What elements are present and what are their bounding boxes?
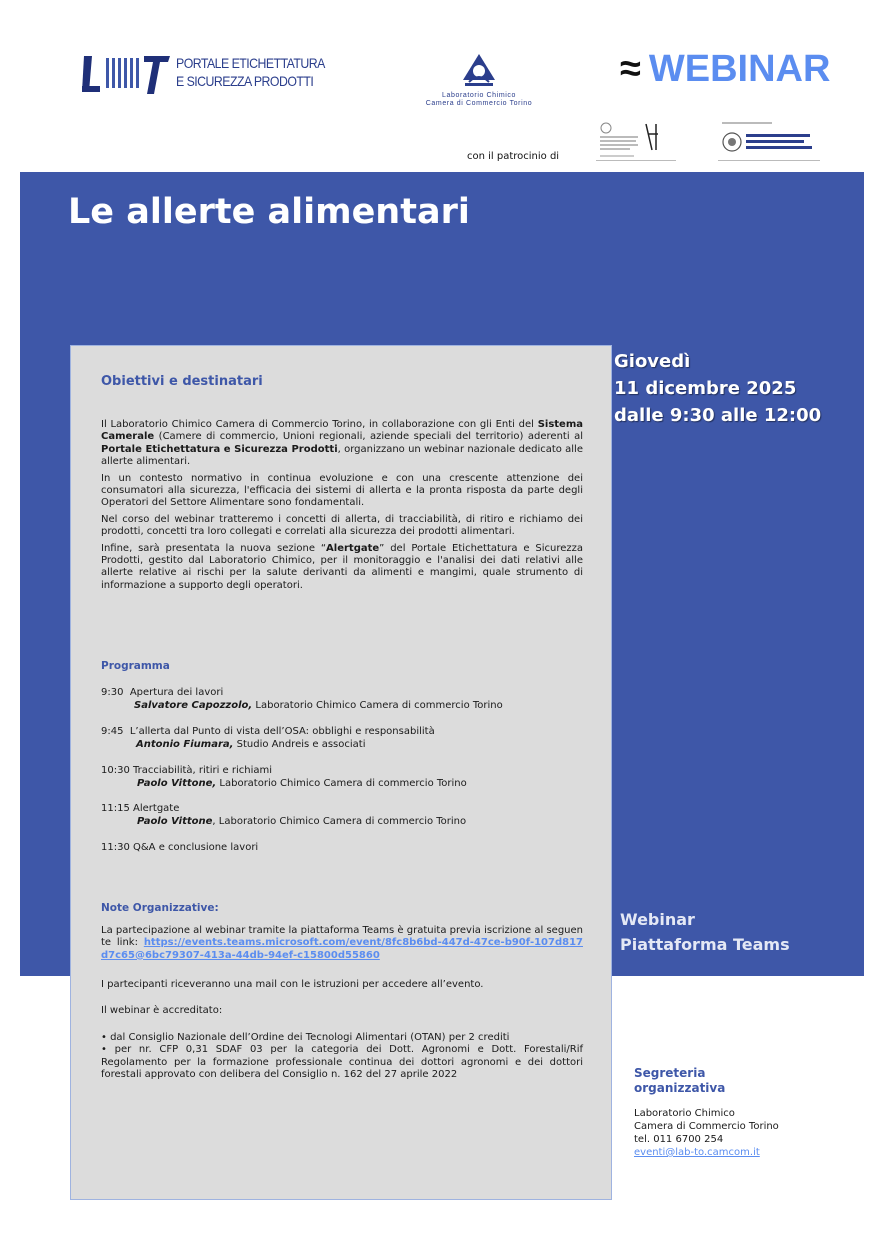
wave-icon: ≈ <box>620 48 641 90</box>
program-item: 9:45 L’allerta dal Punto di vista dell’OSA: obblighi e responsabilità Antonio Fiumara, Studio Andreis e associati <box>101 726 435 750</box>
program-item: 11:30 Q&A e conclusione lavori <box>101 842 259 853</box>
patrocinio-label: con il patrocinio di <box>467 151 560 162</box>
portale-logo-text <box>176 54 325 90</box>
event-date-value: 11 dicembre 2025 <box>614 378 797 399</box>
registration-link[interactable]: https://events.teams.microsoft.com/event/8fc8b6bd-447d-47ce-b90f-107d817d7c65@6bc79307-413a-44db-94ef-c15800d55860 <box>101 937 583 961</box>
secretariat-email-link[interactable]: eventi@lab-to.camcom.it <box>634 1147 760 1158</box>
accreditation-item: • dal Consiglio Nazionale dell’Ordine dei Tecnologi Alimentari (OTAN) per 2 crediti <box>101 1032 510 1043</box>
objectives-paragraph-4: Infine, sarà presentata la nuova sezione “Alertgate” del Portale Etichettatura e Sicurezza Prodotti, gestito dal Laboratorio Chimico, per il monitoraggio e l'analisi dei dati relativi alle allerte relative ai rischi per la salute derivanti da alimenti e mangimi, quale strumento di informazione a supporto degli operatori. <box>101 542 583 591</box>
program-heading: Programma <box>101 660 170 672</box>
notes-mail: I partecipanti riceveranno una mail con le istruzioni per accedere all’evento. <box>101 979 484 990</box>
secretariat-line: Laboratorio Chimico <box>634 1108 735 1119</box>
webinar-label: WEBINAR <box>648 48 831 90</box>
objectives-paragraph-2: In un contesto normativo in continua evoluzione e con una crescente attenzione dei consumatori alla sicurezza, l'efficacia dei sistemi di allerta e la pronta risposta da parte degli Operatori del Settore Alimentare sono fondamentali. <box>101 472 583 509</box>
notes-body <box>101 925 583 966</box>
program-item: 11:15 Alertgate Paolo Vittone, Laboratorio Chimico Camera di commercio Torino <box>101 803 467 827</box>
objectives-body <box>101 419 583 596</box>
objectives-paragraph-1: Il Laboratorio Chimico Camera di Commercio Torino, in collaborazione con gli Enti del Sistema Camerale (Camere di commercio, Unioni regionali, aziende speciali del territorio) aderenti al Portale Etichettatura e Sicurezza Prodotti, organizzano un webinar nazionale dedicato alle allerte alimentari. <box>101 419 583 468</box>
secretariat-phone: tel. 011 6700 254 <box>634 1134 724 1145</box>
notes-accreditation: Il webinar è accreditato: <box>101 1005 223 1016</box>
lab-logo-line2: Camera di Commercio Torino <box>425 100 533 107</box>
accreditation-list <box>101 1032 583 1086</box>
event-date <box>614 348 821 429</box>
webinar-tag <box>620 48 830 91</box>
secretariat-line: Camera di Commercio Torino <box>634 1121 779 1132</box>
objectives-paragraph-3: Nel corso del webinar tratteremo i concetti di allerta, di tracciabilità, di ritiro e richiamo dei prodotti, concetti tra loro collegati e correlati alla sicurezza dei prodotti alimentari. <box>101 513 583 538</box>
event-time: dalle 9:30 alle 12:00 <box>614 405 822 426</box>
page-title: Le allerte alimentari <box>68 192 470 232</box>
portale-logo-line2: E SICUREZZA PRODOTTI <box>176 73 314 89</box>
portale-logo-line1: PORTALE ETICHETTATURA <box>176 55 325 71</box>
secretariat-heading: Segreteria organizzativa <box>634 1066 726 1095</box>
secretariat-contacts <box>634 1107 779 1159</box>
program-item: 9:30 Apertura dei lavori Salvatore Capozzolo, Laboratorio Chimico Camera di commercio Torino <box>101 687 503 711</box>
notes-registration: La partecipazione al webinar tramite la piattaforma Teams è gratuita previa iscrizione al seguente link: https://events.teams.microsoft.com/event/8fc8b6bd-447d-47ce-b90f-107d817d7c65@6bc79307-413a-44db-94ef-c15800d55860 <box>101 925 583 961</box>
portale-barcode-icon <box>80 52 172 96</box>
event-day: Giovedì <box>614 351 691 372</box>
laboratorio-logo <box>414 52 544 108</box>
platform-line2: Piattaforma Teams <box>620 935 790 954</box>
lab-logo-line1: Laboratorio Chimico <box>441 92 517 99</box>
accreditation-item: • per nr. CFP 0,31 SDAF 03 per la categoria dei Dott. Agronomi e Dott. Forestali/Rif Regolamento per la formazione professionale continua dei dottori agronomi e dei dottori forestali approvato con delibera del Consiglio n. 162 del 27 aprile 2022 <box>101 1044 583 1081</box>
notes-heading: Note Organizzative: <box>101 902 219 914</box>
consiglio-ordine-logo <box>718 120 820 161</box>
program-item: 10:30 Tracciabilità, ritiri e richiami Paolo Vittone, Laboratorio Chimico Camera di commercio Torino <box>101 765 467 789</box>
ministry-patronage-logo <box>596 120 676 161</box>
portale-logo <box>80 52 325 98</box>
platform-line1: Webinar <box>620 910 695 929</box>
objectives-heading: Obiettivi e destinatari <box>101 374 263 389</box>
event-platform <box>620 907 790 957</box>
laboratorio-emblem-icon <box>459 52 499 88</box>
